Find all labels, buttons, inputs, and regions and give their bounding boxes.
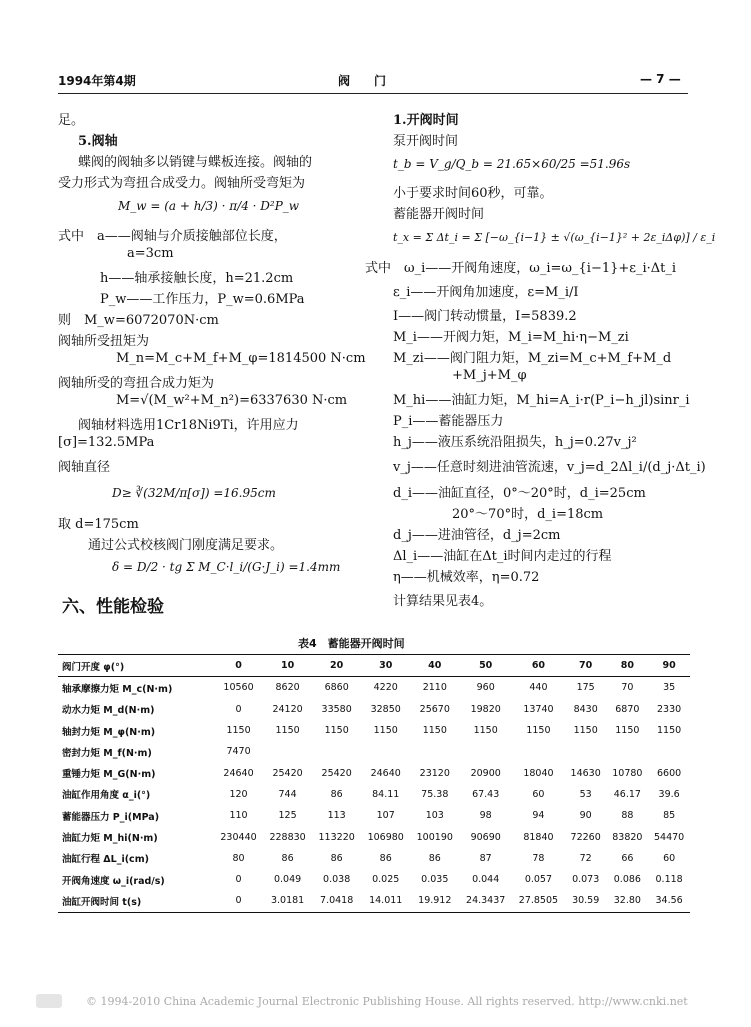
text-line: 式中 ω_i——开阀角速度，ω_i=ω_{i−1}+ε_i·Δt_i: [365, 261, 677, 276]
table-row: [58, 805, 690, 826]
text-line: 小于要求时间60秒，可靠。: [393, 186, 553, 201]
table-header-cell: 20: [330, 660, 344, 672]
table-cell: 8430: [573, 703, 598, 715]
table-cell: 60: [663, 852, 676, 864]
table-cell: [648, 741, 690, 762]
text-line: M_hi——油缸力矩，M_hi=A_i·r(P_i−h_jl)sinr_i: [393, 393, 690, 408]
table-cell: 33580: [321, 703, 352, 715]
text-line: P_w——工作压力，P_w=0.6MPa: [100, 292, 305, 307]
table-row: [58, 699, 690, 720]
table-cell: 10780: [612, 767, 643, 779]
formula-bending-moment: M_w = (a + h/3) · π/4 · D²P_w: [118, 199, 300, 213]
row-label: 油缸行程 ΔL_i(cm): [62, 854, 149, 866]
table-cell: 960: [476, 682, 495, 694]
table-cell: 34.56: [655, 895, 683, 907]
subsection-heading: 1.开阀时间: [393, 113, 459, 128]
table-cell: 75.38: [421, 788, 449, 800]
table-cell: 120: [229, 788, 248, 800]
table-cell: 103: [425, 810, 444, 822]
table-cell: 83820: [612, 831, 643, 843]
table-cell: 24640: [223, 767, 254, 779]
table-cell: 1150: [324, 725, 349, 737]
table-cell: 175: [576, 682, 595, 694]
table-cell: 27.8505: [518, 895, 559, 907]
table-row: [58, 741, 690, 762]
table-cell: 0: [235, 703, 242, 715]
table-header-cell: 60: [531, 660, 546, 672]
text-line: 泵开阀时间: [393, 134, 459, 149]
table-cell: 0: [235, 874, 242, 886]
table-cell: [607, 741, 649, 762]
table-cell: [263, 741, 312, 762]
text-line: h——轴承接触长度，h=21.2cm: [100, 271, 294, 286]
table-cell: [312, 741, 361, 762]
table-cell: 100190: [416, 831, 453, 843]
header-rule: [58, 93, 688, 94]
table-cell: 2110: [422, 682, 447, 694]
table-cell: 54470: [653, 831, 685, 843]
table-row: [58, 762, 690, 783]
formula-pump-open-time: t_b = V_g/Q_b = 21.65×60/25 =51.96s: [393, 157, 631, 171]
table-cell: 10560: [223, 682, 254, 694]
table-header-label: 阀门开度 φ(°): [62, 661, 125, 673]
table-cell: 25420: [272, 767, 303, 779]
cnki-logo: [36, 994, 62, 1008]
header-journal-title: 阀 门: [338, 74, 387, 88]
table-cell: 86: [330, 852, 343, 864]
table-cell: 0.118: [655, 874, 683, 886]
table-cell: [361, 741, 410, 762]
table-cell: 0.044: [472, 874, 500, 886]
text-line: a=3cm: [127, 246, 174, 261]
text-line: 阀轴所受扭矩为: [58, 334, 150, 349]
text-line: +M_j+M_φ: [452, 368, 527, 383]
table-cell: 86: [379, 852, 392, 864]
section-heading: 六、性能检验: [62, 597, 164, 617]
row-label: 油缸作用角度 α_i(°): [62, 790, 151, 802]
text-line: η——机械效率，η=0.72: [393, 570, 540, 585]
table-cell: 72260: [570, 831, 601, 843]
table-header-cell: 30: [379, 660, 393, 672]
text-line: 蓄能器开阀时间: [393, 207, 485, 222]
table-row: [58, 677, 690, 699]
table-cell: 53: [579, 788, 592, 800]
table-cell: 32.80: [613, 895, 641, 907]
table-cell: 87: [479, 852, 492, 864]
table-cell: 14630: [570, 767, 601, 779]
copyright-footer: © 1994-2010 China Academic Journal Electronic Publishing House. All rights reserved. http://www.cnki.net: [86, 995, 688, 1008]
subsection-heading: 5.阀轴: [78, 134, 118, 149]
table-cell: 20900: [470, 767, 501, 779]
row-label: 密封力矩 M_f(N·m): [62, 747, 152, 759]
row-label: 开阀角速度 ω_i(rad/s): [62, 875, 165, 887]
text-line: Δl_i——油缸在Δt_i时间内走过的行程: [393, 549, 612, 564]
table-header-cell: 90: [662, 660, 676, 672]
table-cell: 1150: [657, 725, 682, 737]
table-cell: 84.11: [372, 788, 400, 800]
table-header-cell: 50: [479, 660, 493, 672]
table-cell: [565, 741, 607, 762]
table-header-cell: 40: [428, 660, 442, 672]
table-row: [58, 869, 690, 890]
table-cell: 24120: [272, 703, 303, 715]
table-cell: 744: [278, 788, 297, 800]
table-cell: 440: [529, 682, 548, 694]
table-cell: 1150: [526, 725, 551, 737]
text-line: 足。: [58, 113, 85, 128]
text-line: 计算结果见表4。: [393, 594, 493, 609]
formula-stiffness: δ = D/2 · tg Σ M_C·l_i/(G·J_i) =1.4mm: [112, 560, 341, 574]
table-cell: 2330: [657, 703, 682, 715]
table-row: [58, 720, 690, 741]
table-cell: 113220: [318, 831, 355, 843]
table-cell: 113: [327, 810, 346, 822]
table-cell: 7470: [226, 746, 251, 758]
table-cell: 0.086: [613, 874, 641, 886]
table-cell: 35: [663, 682, 676, 694]
table-row: [58, 890, 690, 912]
table-cell: 78: [532, 852, 545, 864]
header-page-number: — 7 —: [640, 72, 681, 86]
text-line: P_i——蓄能器压力: [393, 414, 504, 429]
text-line: ε_i——开阀角加速度，ε=M_i/I: [393, 285, 579, 300]
table-row: [58, 848, 690, 869]
table-header-row: [58, 655, 690, 677]
table-cell: 25420: [321, 767, 352, 779]
text-line: h_j——液压系统沿阻损失，h_j=0.27v_j²: [393, 435, 637, 450]
table-cell: 4220: [373, 682, 398, 694]
table-cell: 8620: [275, 682, 300, 694]
text-line: 取 d=175cm: [58, 517, 139, 532]
text-line: d_j——进油管径，d_j=2cm: [393, 528, 561, 543]
row-label: 动水力矩 M_d(N·m): [62, 705, 155, 717]
table-cell: 25670: [419, 703, 450, 715]
table-cell: 1150: [226, 725, 251, 737]
table-cell: 98: [479, 810, 492, 822]
text-line: 阀轴直径: [58, 460, 111, 475]
text-line: 式中 a——阀轴与介质接触部位长度，: [58, 229, 287, 244]
table-cell: 90: [579, 810, 592, 822]
table-cell: 23120: [419, 767, 450, 779]
text-line: v_j——任意时刻进油管流速，v_j=d_2Δl_i/(d_j·Δt_i): [393, 460, 706, 475]
table-cell: 0.057: [524, 874, 553, 886]
table-cell: 3.0181: [270, 895, 305, 907]
text-line: [σ]=132.5MPa: [58, 435, 155, 450]
header-issue: 1994年第4期: [58, 74, 136, 88]
table-cell: 228830: [269, 831, 306, 843]
formula-shaft-diameter: D≥ ∛(32M/π[σ]) =16.95cm: [112, 486, 276, 500]
table-header-cell: 10: [280, 660, 295, 672]
table-cell: 94: [532, 810, 545, 822]
formula-accumulator-open-time: t_x = Σ Δt_i = Σ [−ω_{i−1} ± √(ω_{i−1}² + 2ε_iΔφ)] / ε_i: [393, 231, 716, 244]
table-cell: 125: [278, 810, 297, 822]
formula-torque: M_n=M_c+M_f+M_φ=1814500 N·cm: [116, 351, 366, 366]
row-label: 轴承摩擦力矩 M_c(N·m): [62, 683, 173, 695]
table-cell: 19820: [470, 703, 501, 715]
table-header-cell: 80: [620, 660, 634, 672]
table-body: [58, 677, 690, 912]
text-line: 阀轴材料选用1Cr18Ni9Ti，许用应力: [78, 418, 299, 433]
table-cell: 106980: [367, 831, 404, 843]
table-cell: 110: [229, 810, 248, 822]
table-cell: 18040: [523, 767, 554, 779]
table-cell: 67.43: [472, 788, 500, 800]
formula-combined-moment: M=√(M_w²+M_n²)=6337630 N·cm: [116, 393, 348, 408]
row-label: 轴封力矩 M_φ(N·m): [62, 726, 156, 738]
table-cell: [410, 741, 459, 762]
text-line: 受力形式为弯扭合成受力。阀轴所受弯矩为: [58, 176, 306, 191]
row-label: 重锤力矩 M_G(N·m): [62, 769, 156, 781]
table-cell: 14.011: [369, 895, 403, 907]
table-cell: [459, 741, 512, 762]
text-line: 通过公式校核阀门刚度满足要求。: [88, 538, 284, 553]
table-header-cell: 70: [579, 660, 593, 672]
table-cell: 60: [532, 788, 545, 800]
table-cell: 70: [621, 682, 634, 694]
accumulator-open-time-table: [58, 654, 690, 913]
table-cell: 0.025: [372, 874, 400, 886]
table-cell: 7.0418: [320, 895, 354, 907]
table-cell: 13740: [523, 703, 554, 715]
table-cell: 6860: [324, 682, 349, 694]
table-cell: 1150: [615, 725, 640, 737]
table-cell: 85: [663, 810, 676, 822]
table-cell: 90690: [470, 831, 501, 843]
text-line: d_i——油缸直径，0°～20°时，d_i=25cm: [393, 486, 646, 501]
table-cell: 30.59: [572, 895, 600, 907]
text-line: 20°～70°时，d_i=18cm: [452, 507, 604, 522]
table-cell: 0: [235, 895, 242, 907]
text-line: M_i——开阀力矩，M_i=M_hi·η−M_zi: [393, 330, 629, 345]
table-cell: 1150: [373, 725, 398, 737]
table-cell: 0.049: [273, 874, 302, 886]
table-cell: 72: [579, 852, 592, 864]
table-cell: 230440: [220, 831, 257, 843]
table-cell: 19.912: [418, 895, 452, 907]
table-cell: 81840: [523, 831, 554, 843]
table-header-cell: 0: [235, 660, 242, 672]
table-cell: 1150: [275, 725, 300, 737]
table-cell: 0.073: [572, 874, 600, 886]
row-label: 油缸开阀时间 t(s): [62, 896, 142, 908]
table-cell: 1150: [573, 725, 598, 737]
table-cell: [512, 741, 565, 762]
text-line: 蝶阀的阀轴多以销键与蝶板连接。阀轴的: [78, 155, 313, 170]
table-row: [58, 784, 690, 805]
table-cell: 86: [428, 852, 441, 864]
table-cell: 32850: [370, 703, 401, 715]
table-cell: 24.3437: [466, 895, 506, 907]
text-line: 则 M_w=6072070N·cm: [58, 313, 219, 328]
table-cell: 86: [330, 788, 343, 800]
table-row: [58, 826, 690, 847]
text-line: 阀轴所受的弯扭合成力矩为: [58, 376, 215, 391]
row-label: 油缸力矩 M_hi(N·m): [62, 833, 158, 845]
text-line: M_zi——阀门阻力矩，M_zi=M_c+M_f+M_d: [393, 351, 672, 366]
table-cell: 6600: [657, 767, 682, 779]
table-cell: 39.6: [658, 788, 680, 800]
table-cell: 24640: [370, 767, 401, 779]
table-cell: 0.035: [421, 874, 449, 886]
table-cell: 6870: [615, 703, 640, 715]
table-cell: 66: [621, 852, 634, 864]
table-cell: 86: [281, 852, 294, 864]
table-cell: 107: [376, 810, 395, 822]
table-cell: 1150: [422, 725, 447, 737]
row-label: 蓄能器压力 P_i(MPa): [62, 811, 160, 823]
table-caption: 表4 蓄能器开阀时间: [298, 637, 405, 650]
table-cell: 80: [232, 852, 245, 864]
table-cell: 88: [621, 810, 634, 822]
table-cell: 0.038: [323, 874, 351, 886]
table-cell: 1150: [473, 725, 498, 737]
table-cell: 46.17: [613, 788, 641, 800]
text-line: I——阀门转动惯量，I=5839.2: [393, 309, 577, 324]
